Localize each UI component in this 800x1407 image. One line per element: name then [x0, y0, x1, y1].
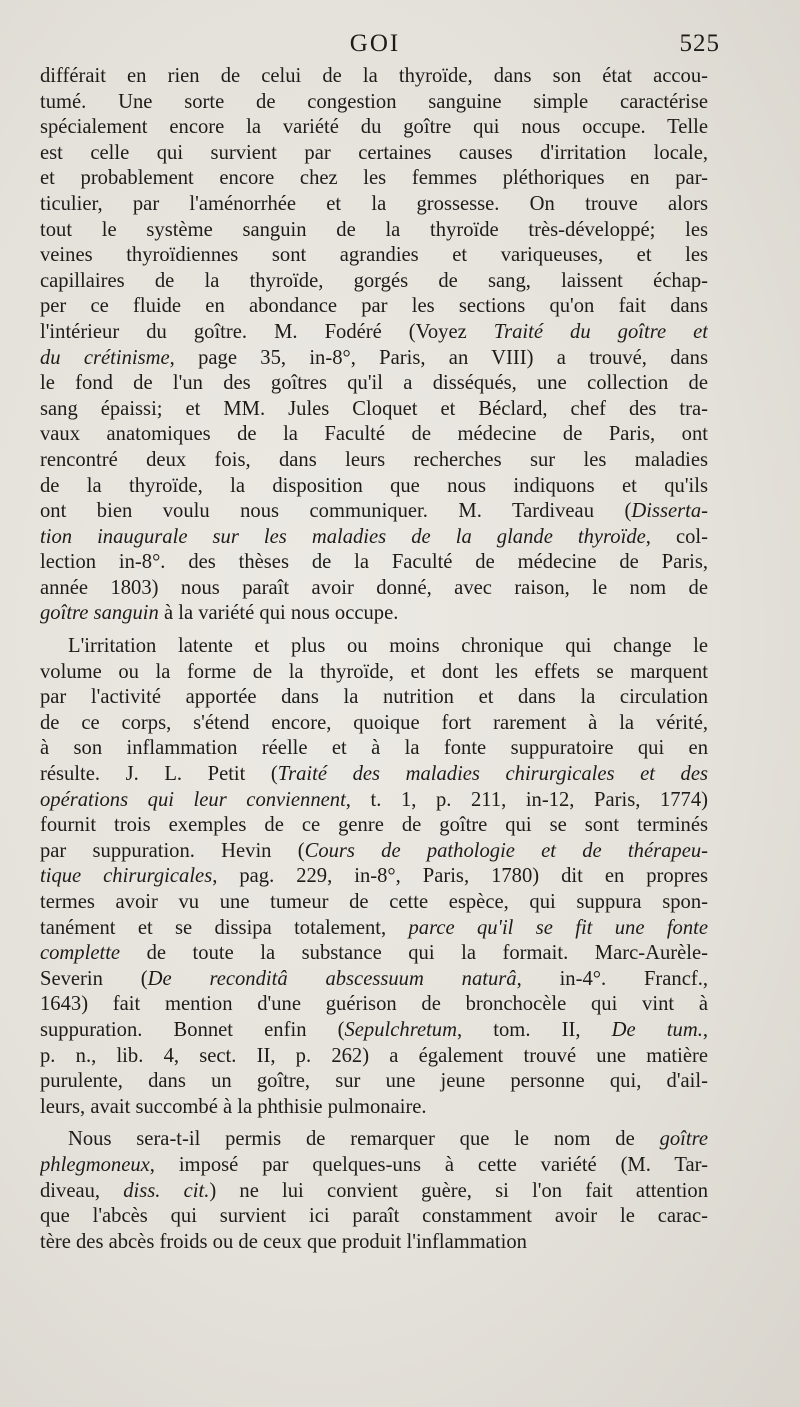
text-line: [40, 762, 708, 788]
text-run: , pag. 229, in-8°, Paris, 1780) dit en propres: [212, 865, 708, 888]
text-line: [40, 550, 708, 576]
text-run: de ce corps, s'étend encore, quoique fort rarement à la vérité,: [40, 711, 708, 734]
text-line: [40, 1204, 708, 1230]
paragraph-gap: [40, 1120, 708, 1127]
text-line: [40, 1095, 708, 1121]
text-run: termes avoir vu une tumeur de cette espèce, qui suppura spon-: [40, 891, 708, 913]
text-line: [40, 499, 708, 525]
text-line: [40, 64, 708, 90]
text-line: [40, 1018, 708, 1044]
text-line: [40, 788, 708, 814]
italic-text: tion inaugurale sur les maladies de la glande thyroïde: [40, 525, 646, 548]
text-line: [40, 1153, 708, 1179]
text-line: [40, 660, 708, 686]
text-run: ont bien voulu nous communiquer. M. Tardiveau (: [40, 500, 632, 523]
italic-text: Traité des maladies chirurgicales et des: [277, 763, 708, 786]
text-run: différait en rien de celui de la thyroïde, dans son état accou-: [40, 65, 708, 87]
text-run: Severin (: [40, 967, 148, 990]
text-run: , col-: [645, 525, 708, 548]
text-run: est celle qui survient par certaines causes d'irritation locale,: [40, 141, 708, 164]
text-run: tout le système sanguin de la thyroïde très-développé; les: [40, 218, 708, 241]
text-run: que l'abcès qui survient ici paraît constamment avoir le carac-: [40, 1205, 708, 1228]
italic-text: De tum.: [611, 1018, 703, 1041]
body-text: [40, 64, 708, 1255]
text-run: per ce fluide en abondance par les sections qu'on fait dans: [40, 295, 708, 318]
text-run: 1643) fait mention d'une guérison de bronchocèle qui vint à: [40, 993, 708, 1016]
italic-text: goître sanguin: [40, 602, 159, 625]
text-line: [40, 218, 708, 244]
text-line: [40, 813, 708, 839]
text-line: [40, 192, 708, 218]
text-line: [40, 1127, 708, 1153]
italic-text: parce qu'il se fit une fonte: [408, 916, 708, 939]
italic-text: De reconditâ abscessuum naturâ: [147, 967, 517, 990]
text-run: capillaires de la thyroïde, gorgés de sang, laissent échap-: [40, 269, 708, 292]
text-run: Nous sera-t-il permis de remarquer que le nom de: [68, 1128, 660, 1151]
paragraph-gap: [40, 627, 708, 634]
text-run: , imposé par quelques-uns à cette variété (M. Tar-: [149, 1153, 708, 1176]
text-line: [40, 269, 708, 295]
text-run: tère des abcès froids ou de ceux que produit l'inflammation: [40, 1230, 527, 1253]
text-line: [40, 864, 708, 890]
text-line: [40, 711, 708, 737]
text-run: leurs, avait succombé à la phthisie pulmonaire.: [40, 1095, 427, 1118]
italic-text: complette: [40, 942, 121, 965]
paragraph: [40, 64, 708, 627]
italic-text: Disserta-: [631, 500, 708, 523]
text-run: et probablement encore chez les femmes pléthoriques en par-: [40, 167, 708, 190]
text-run: de la thyroïde, la disposition que nous indiquons et qu'ils: [40, 474, 708, 497]
text-line: [40, 634, 708, 660]
page-number: 525: [679, 30, 720, 57]
text-line: [40, 474, 708, 500]
text-run: purulente, dans un goître, sur une jeune personne qui, d'ail-: [40, 1070, 708, 1093]
text-line: [40, 320, 708, 346]
italic-text: diss. cit.: [123, 1179, 210, 1202]
text-run: résulte. J. L. Petit (: [40, 763, 278, 786]
text-run: , page 35, in-8°, Paris, an VIII) a trouvé, dans: [169, 346, 708, 369]
paragraph: [40, 634, 708, 1120]
text-run: année 1803) nous paraît avoir donné, avec raison, le nom de: [40, 576, 708, 599]
italic-text: tique chirurgicales: [40, 865, 213, 888]
italic-text: phlegmoneux: [40, 1153, 150, 1176]
text-run: spécialement encore la variété du goître qui nous occupe. Telle: [40, 116, 708, 139]
text-line: [40, 525, 708, 551]
text-run: ,: [702, 1018, 708, 1041]
italic-text: goître: [659, 1128, 708, 1151]
text-run: par suppuration. Hevin (: [40, 839, 305, 862]
text-run: ) ne lui convient guère, si l'on fait attention: [209, 1179, 708, 1202]
italic-text: Traité du goître et: [493, 320, 708, 343]
text-line: [40, 397, 708, 423]
running-headword: GOI: [349, 30, 401, 57]
paragraph: [40, 1127, 708, 1255]
text-run: veines thyroïdiennes sont agrandies et variqueuses, et les: [40, 244, 708, 267]
text-line: [40, 141, 708, 167]
text-line: [40, 941, 708, 967]
text-run: L'irritation latente et plus ou moins chronique qui change le: [68, 635, 708, 658]
text-run: , in-4°. Francf.,: [516, 967, 708, 990]
text-run: par l'activité apportée dans la nutrition et dans la circulation: [40, 686, 708, 709]
text-line: [40, 839, 708, 865]
running-head: [38, 30, 720, 62]
text-line: [40, 448, 708, 474]
text-run: le fond de l'un des goîtres qu'il a disséqués, une collection de: [40, 372, 708, 395]
text-line: [40, 967, 708, 993]
text-run: suppuration. Bonnet enfin (: [40, 1018, 345, 1041]
text-line: [40, 916, 708, 942]
text-run: p. n., lib. 4, sect. II, p. 262) a également trouvé une matière: [40, 1044, 708, 1067]
text-line: [40, 1044, 708, 1070]
text-run: , tom. II,: [456, 1018, 612, 1041]
text-run: à la variété qui nous occupe.: [158, 602, 399, 625]
text-run: ticulier, par l'aménorrhée et la grossesse. On trouve alors: [40, 192, 708, 215]
text-line: [40, 890, 708, 916]
text-line: [40, 294, 708, 320]
text-run: à son inflammation réelle et à la fonte suppuratoire qui en: [40, 737, 708, 760]
text-run: vaux anatomiques de la Faculté de médecine de Paris, ont: [40, 423, 708, 446]
italic-text: Cours de pathologie et de thérapeu-: [304, 839, 708, 862]
text-run: diveau,: [40, 1179, 124, 1202]
text-run: , t. 1, p. 211, in-12, Paris, 1774): [345, 788, 708, 811]
text-run: lection in-8°. des thèses de la Faculté de médecine de Paris,: [40, 551, 708, 574]
text-line: [40, 371, 708, 397]
text-line: [40, 115, 708, 141]
text-line: [40, 601, 708, 627]
text-run: l'intérieur du goître. M. Fodéré (Voyez: [40, 320, 494, 343]
text-line: [40, 166, 708, 192]
text-run: sang épaissi; et MM. Jules Cloquet et Béclard, chef des tra-: [40, 397, 708, 420]
text-run: tanément et se dissipa totalement,: [40, 916, 409, 939]
italic-text: opérations qui leur conviennent: [40, 788, 346, 811]
text-line: [40, 576, 708, 602]
text-run: de toute la substance qui la formait. Marc-Aurèle-: [120, 942, 708, 965]
text-line: [40, 736, 708, 762]
text-line: [40, 1230, 708, 1256]
italic-text: Sepulchretum: [344, 1018, 457, 1041]
text-line: [40, 1179, 708, 1205]
text-line: [40, 992, 708, 1018]
text-line: [40, 422, 708, 448]
text-run: volume ou la forme de la thyroïde, et dont les effets se marquent: [40, 660, 708, 683]
text-run: rencontré deux fois, dans leurs recherches sur les maladies: [40, 448, 708, 471]
text-line: [40, 346, 708, 372]
text-line: [40, 685, 708, 711]
text-run: fournit trois exemples de ce genre de goître qui se sont terminés: [40, 814, 708, 837]
text-run: tumé. Une sorte de congestion sanguine simple caractérise: [40, 90, 708, 113]
text-line: [40, 243, 708, 269]
text-line: [40, 1069, 708, 1095]
text-line: [40, 90, 708, 116]
italic-text: du crétinisme: [40, 346, 170, 369]
